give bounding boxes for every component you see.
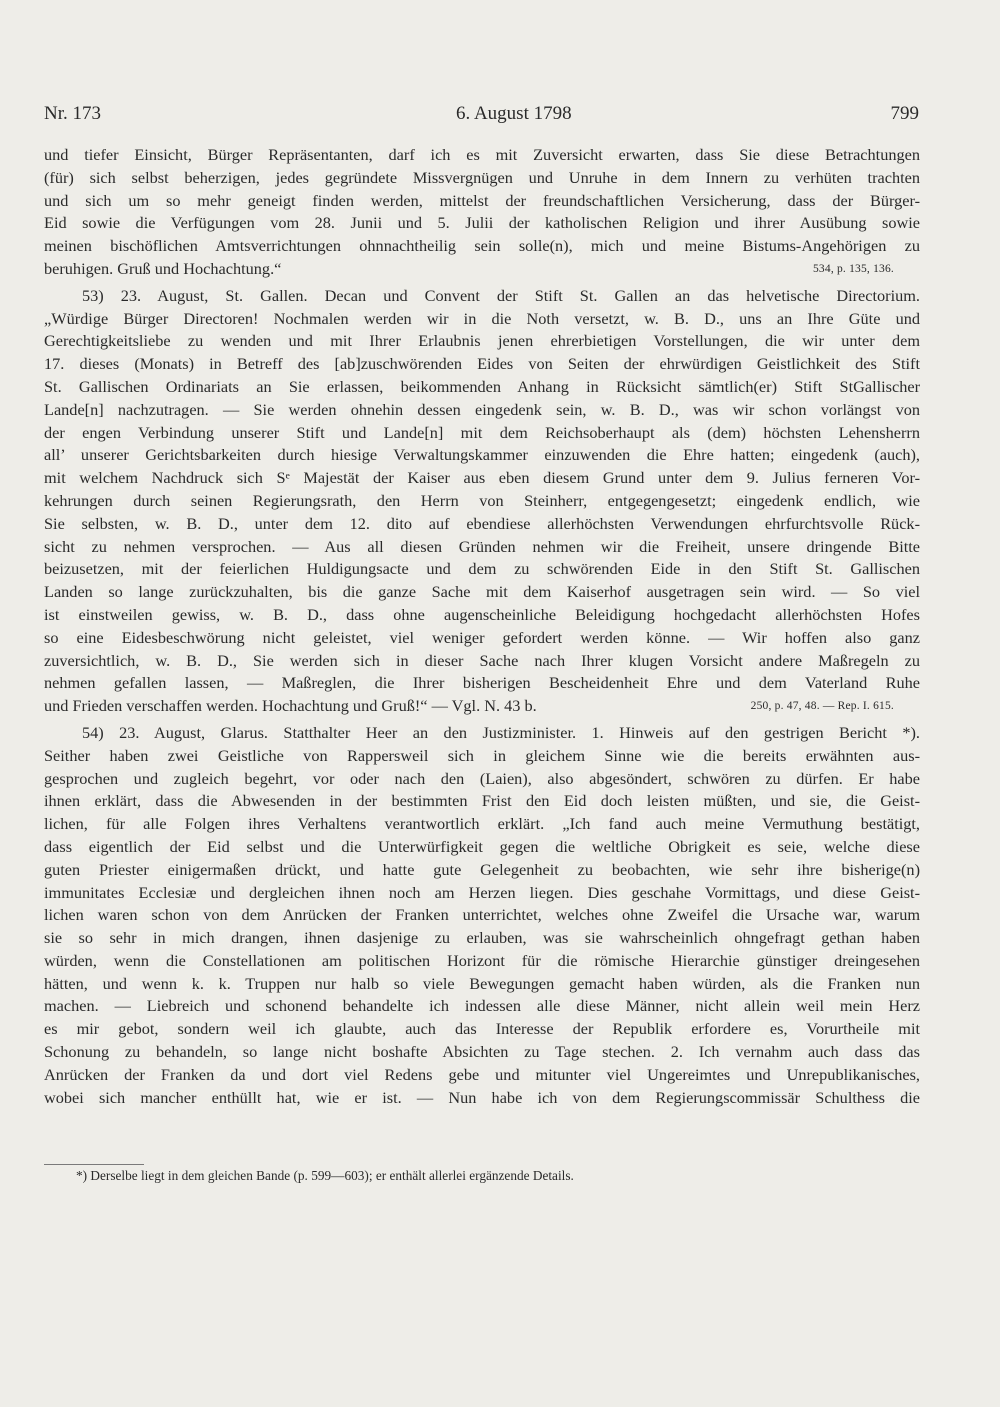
text-line: Seither haben zwei Geistliche von Rappersweil sich in gleichem Sinne wie die bereits erwähnten aus- (44, 745, 920, 765)
text-line: zuversichtlich, w. B. D., Sie werden sich in dieser Sache nach Ihrer klugen Vorsicht andere Maßregeln zu (44, 650, 920, 670)
text-line: machen. — Liebreich und schonend behandelte ich indessen alle diese Männer, nicht allein weil mein Herz (44, 996, 920, 1016)
text-line: gesprochen und zugleich begehrt, vor oder nach den (Laien), also abgesöndert, schwören zu dürfen. Er habe (44, 768, 920, 788)
text-line: würden, wenn die Constellationen am politischen Horizont für die römische Hierarchie günstiger dreingesehen (44, 950, 920, 970)
text-line: und sich um so mehr geneigt finden werden, mittelst der freundschaftlichen Versicherung, dass der Bürger- (44, 190, 920, 210)
text-line: sicht zu nehmen versprochen. — Aus all diesen Gründen nehmen wir die Freiheit, unsere dringende Bitte (44, 536, 920, 556)
text-line: beruhigen. Gruß und Hochachtung.“ (44, 258, 282, 278)
text-line: meinen bischöflichen Amtsverrichtungen ohnnachtheilig sein solle(n), mich und meine Bistums-Angehörigen zu (44, 236, 920, 256)
page-header (44, 103, 919, 131)
entry-heading: 53) 23. August, St. Gallen. Decan und Convent der Stift St. Gallen an das helvetische Directorium. (82, 285, 920, 305)
text-line: der engen Verbindung unserer Stift und Lande[n] mit dem Reichsoberhaupt als (dem) höchsten Lehensherrn (44, 422, 920, 442)
text-line: guten Priester einigermaßen drückt, und hatte gute Gelegenheit zu beobachten, wie sehr ihre bisherige(n) (44, 859, 920, 879)
footnote-divider (44, 1164, 144, 1165)
text-line-with-reference (44, 258, 920, 281)
text-line: „Würdige Bürger Directoren! Nochmalen werden wir in die Noth versetzt, w. B. D., uns an Ihre Güte und (44, 308, 920, 328)
text-line: ist einstweilen gewiss, w. B. D., dass ohne augenscheinliche Beleidigung hochgedacht allerhöchsten Hofes (44, 604, 920, 624)
text-line: St. Gallischen Ordinariats an Sie erlassen, beikommenden Anhang in Rücksicht sämtlich(er) Stift StGallischer (44, 376, 920, 396)
text-line: (für) sich selbst beherzigen, jedes gegründete Missvergnügen und Unruhe in dem Innern zu verhüten trachten (44, 167, 920, 187)
text-line: sie so sehr in mich drangen, ihnen dasjenige zu erlauben, was sie wahrscheinlich ohngefragt gethan haben (44, 928, 920, 948)
text-line: Landen so lange zurückzuhalten, bis die ganze Sache mit dem Kaiserhof ausgetragen sein wird. — So viel (44, 582, 920, 602)
text-line: Sie selbsten, w. B. D., unter dem 12. dito auf ebendiese allerhöchsten Verwendungen ehrfurchtsvolle Rück- (44, 513, 920, 533)
text-line: ihnen erklärt, dass die Abwesenden in der bestimmten Frist den Eid doch leisten müßten, und sie, die Geist- (44, 791, 920, 811)
text-line: Schonung zu behandeln, so lange nicht boshafte Absichten zu Tage stechen. 2. Ich vernahm auch dass das (44, 1042, 920, 1062)
text-line: 17. dieses (Monats) in Betreff des [ab]zuschwörenden Eides von Seiten der ehrwürdigen Geistlichkeit des Stift (44, 354, 920, 374)
text-line: mit welchem Nachdruck sich Sᵉ Majestät der Kaiser aus eben diesem Grund unter dem 9. Julius ferneren Vor- (44, 468, 920, 488)
text-line: nehmen gefallen lassen, — Maßreglen, die Ihrer bisherigen Bescheidenheit Ehre und dem Vaterland Ruhe (44, 673, 920, 693)
text-line: lichen waren schon von dem Anrücken der Franken unterrichtet, welches ohne Zweifel die Ursache war, warum (44, 905, 920, 925)
text-line: beizusetzen, mit der feierlichen Huldigungsacte und dem zu schwörenden Eide in den Stift St. Gallischen (44, 559, 920, 579)
text-line: so eine Eidesbeschwörung nicht geleistet, viel weniger gefordert werden könne. — Wir hoffen also ganz (44, 627, 920, 647)
text-line-with-reference (44, 695, 920, 718)
text-line: all’ unserer Gerichtsbarkeiten durch hiesige Verwaltungskammer einzuwenden die Ehre hatten; eingedenk (auch), (44, 445, 920, 465)
header-date: 6. August 1798 (456, 103, 572, 124)
source-reference: 250, p. 47, 48. — Rep. I. 615. (750, 700, 894, 713)
text-line: dass eigentlich der Eid selbst und die Unterwürfigkeit gegen die weltliche Obrigkeit es seie, welche diese (44, 836, 920, 856)
text-line: hätten, und wenn k. k. Truppen nur halb so viele Bewegungen gemacht haben würden, als die Franken nun (44, 973, 920, 993)
source-reference: 534, p. 135, 136. (812, 262, 894, 275)
text-line: und Frieden verschaffen werden. Hochachtung und Gruß!“ — Vgl. N. 43 b. (44, 696, 537, 716)
entry-heading: 54) 23. August, Glarus. Statthalter Heer an den Justizminister. 1. Hinweis auf den gestrigen Bericht *). (82, 722, 920, 742)
text-line: Gerechtigkeitsliebe zu wenden und mit Ihrer Erlaubnis jenen ehrerbietigen Vorstellungen, die wir unter dem (44, 331, 920, 351)
text-line: immunitates Ecclesiæ und dergleichen ihnen noch am Herzen liegen. Dies geschahe Vormittags, und diese Geist- (44, 882, 920, 902)
text-line: Lande[n] nachzutragen. — Sie werden ohnehin dessen eingedenk sein, w. B. D., was wir schon vorlängst von (44, 399, 920, 419)
text-line: kehrungen durch seinen Regierungsrath, den Herrn von Steinherr, entgegengesetzt; eingedenk endlich, wie (44, 490, 920, 510)
text-line: und tiefer Einsicht, Bürger Repräsentanten, darf ich es mit Zuversicht erwarten, dass Sie diese Betrachtungen (44, 145, 920, 164)
page-number: 799 (890, 103, 919, 124)
footnote: *) Derselbe liegt in dem gleichen Bande (p. 599—603); er enthält allerlei ergänzende Details. (76, 1168, 574, 1183)
main-text (44, 144, 920, 1109)
text-line: es mir gebot, sondern weil ich glaubte, auch das Interesse der Republik erfordere es, Vorurtheile mit (44, 1019, 920, 1039)
text-line: lichen, für alle Folgen ihres Verhaltens verantwortlich erklärt. „Ich fand auch meine Vermuthung bestätigt, (44, 814, 920, 834)
text-line: Anrücken der Franken da und dort viel Redens gebe und mitunter viel Ungereimtes und Unrepublikanisches, (44, 1064, 920, 1084)
document-number: Nr. 173 (44, 103, 101, 124)
text-line: wobei sich mancher enthüllt hat, wie er ist. — Nun habe ich von dem Regierungscommissär Schulthess die (44, 1087, 920, 1107)
text-line: Eid sowie die Verfügungen vom 28. Junii und 5. Julii der katholischen Religion und ihrer Ausübung sowie (44, 213, 920, 233)
